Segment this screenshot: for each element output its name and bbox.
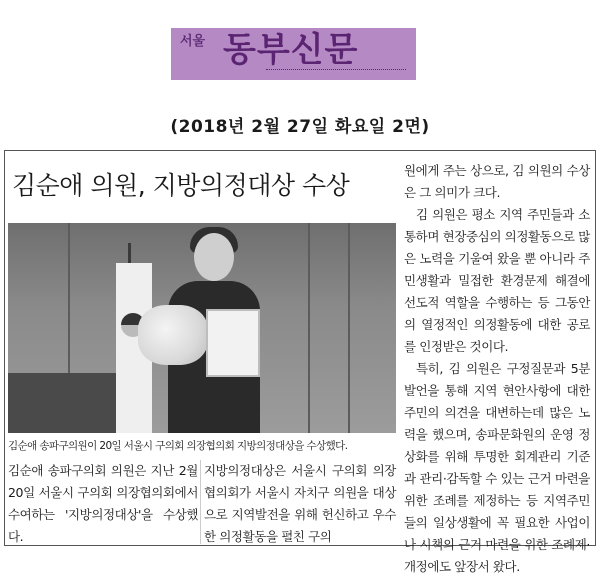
photo-award-plaque (206, 309, 260, 377)
photo-wall-panel (348, 223, 350, 433)
article-body-col1: 김순애 송파구의회 의원은 지난 2월 20일 서울시 구의회 의장협의회에서 수여하는 '지방의정대상'을 수상했다. (8, 463, 198, 544)
newspaper-masthead (171, 28, 416, 80)
masthead-rule (266, 69, 406, 73)
photo-bouquet (138, 305, 208, 365)
masthead-prefix: 서울 (180, 34, 206, 49)
issue-dateline: (2018년 2월 27일 화요일 2면) (170, 117, 430, 137)
photo-piano (8, 373, 118, 433)
article-body-col3-p1: 원에게 주는 상으로, 김 의원의 수상은 그 의미가 크다. (404, 163, 590, 200)
article-body-col3-p2: 김 의원은 평소 지역 주민들과 소통하며 현장중심의 의정활동으로 많은 노력을 기울여 왔을 뿐 아니라 주민생활과 밀접한 환경문제 해결에 선도적 역할을 수행하는 등 그동안의 열정적인 의정활동에 대한 공로를 인정받은 것이다. (404, 207, 590, 354)
photo-caption: 김순애 송파구의원이 20일 서울시 구의회 의장협의회 지방의정대상을 수상했다. (8, 440, 348, 452)
masthead-title: 동부신문 (223, 30, 359, 70)
photo-wall-panel (308, 223, 310, 433)
article-photo (8, 223, 396, 433)
article-headline: 김순애 의원, 지방의정대상 수상 (12, 171, 350, 200)
article-body-col3 (404, 160, 590, 578)
column-divider (200, 460, 201, 544)
article-body-col2: 지방의정대상은 서울시 구의회 의장협의회가 서울시 자치구 의원을 대상으로 지역발전을 위해 헌신하고 우수한 의정활동을 펼친 구의 (204, 463, 396, 544)
article-body-col3-p3: 특히, 김 의원은 구정질문과 5분발언을 통해 지역 현안사항에 대한 주민의 의견을 대변하는데 많은 노력을 했으며, 송파문화원의 운영 정상화를 위해 투명한 회계관리 기준과 관리·감독할 수 있는 근거 마련을 위한 조례를 제정하는 등 지역주민들의 일상생활에 꼭 필요한 사업이나 시책의 근거 마련을 위한 조례제·개정에도 앞장서 왔다. (404, 361, 590, 574)
photo-person-face (194, 233, 234, 281)
